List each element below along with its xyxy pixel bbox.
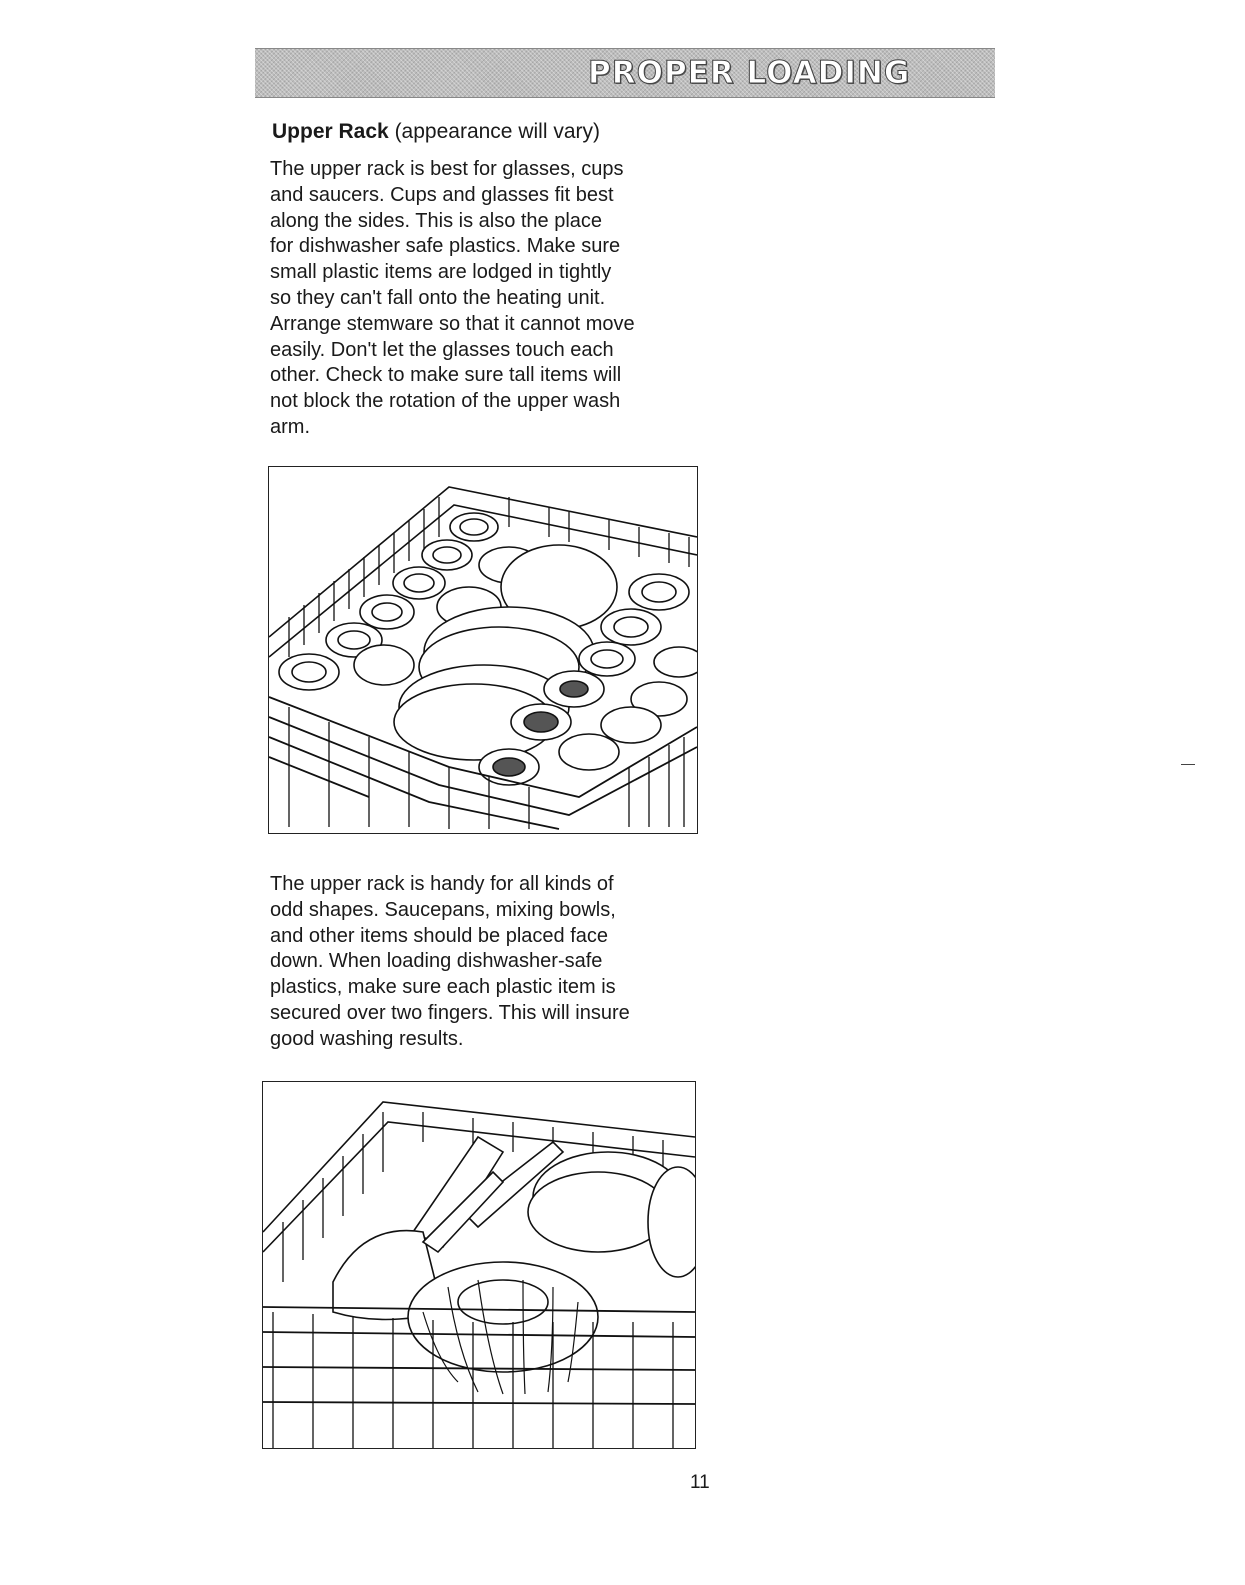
- section-heading-bold: Upper Rack: [272, 120, 389, 143]
- upper-rack-odd-shapes-illustration: [262, 1081, 696, 1449]
- upper-rack-glasses-illustration: [268, 466, 698, 834]
- paragraph-upper-rack-intro: The upper rack is best for glasses, cups and saucers. Cups and glasses fit best along the sides. This is also the place for dishwasher safe plastics. Make sure small plastic items are lodged in tightly so they can't fall onto the heating unit. Arrange stemware so that it cannot move easily. Don't let the glasses touch each other. Check to make sure tall items will not block the rotation of the upper wash arm.: [270, 158, 635, 438]
- section-heading-note: (appearance will vary): [394, 120, 600, 143]
- paragraph-upper-rack-odd-shapes: The upper rack is handy for all kinds of odd shapes. Saucepans, mixing bowls, and other items should be placed face down. When loading dishwasher-safe plastics, make sure each plastic item is secured over two fingers. This will insure good washing results.: [270, 873, 630, 1050]
- dishwasher-rack-bowls-pans-illustration-icon: [263, 1082, 695, 1448]
- page-title: PROPER LOADING: [588, 55, 911, 91]
- dishwasher-rack-glasses-cups-illustration-icon: [269, 467, 697, 833]
- margin-mark: [1181, 764, 1195, 765]
- section-banner: [255, 48, 995, 98]
- page-number: 11: [690, 1472, 710, 1493]
- section-heading: [272, 120, 600, 144]
